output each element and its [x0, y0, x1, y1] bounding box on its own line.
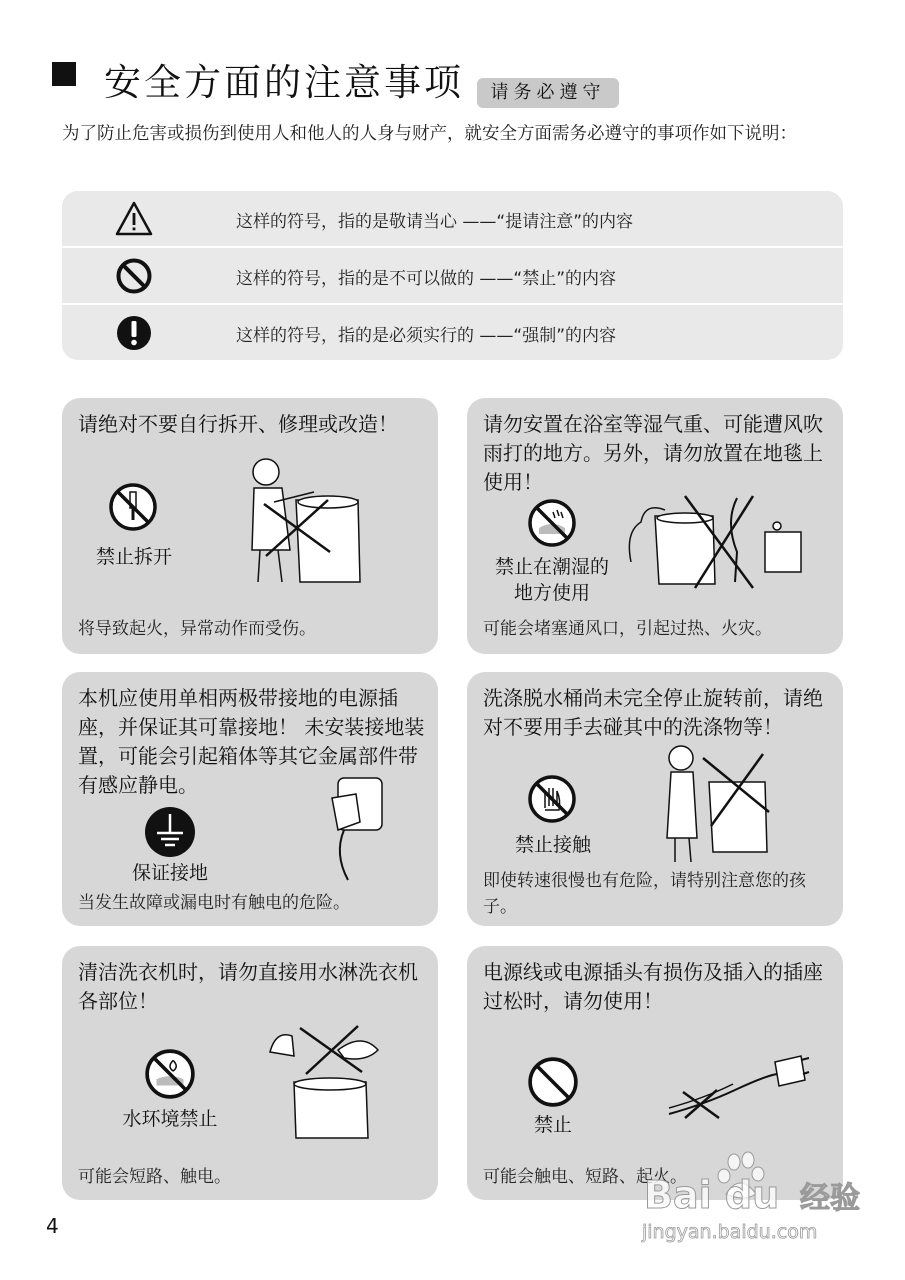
prohibition-icon — [527, 1056, 579, 1108]
prohibition-icon — [114, 256, 154, 296]
prohibition-label: 禁止在潮湿的地方使用 — [494, 556, 609, 604]
page-number: 4 — [46, 1214, 59, 1238]
symbol-legend — [62, 191, 843, 360]
damaged-cord-illustration — [665, 1040, 811, 1120]
no-humid-icon — [527, 498, 577, 548]
card-note: 可能会短路、触电。 — [78, 1167, 231, 1187]
card-grounding — [62, 672, 438, 926]
card-note: 将导致起火，异常动作而受伤。 — [78, 619, 316, 639]
washer-spray-illustration — [266, 1022, 386, 1140]
mandatory-exclamation-icon — [114, 313, 154, 353]
mandatory-label: 保证接地 — [131, 862, 208, 884]
no-screwdriver-icon — [108, 482, 158, 532]
prohibition-label: 禁止 — [533, 1114, 572, 1136]
title-square-marker — [52, 62, 76, 86]
legend-row-mandatory — [62, 305, 843, 359]
prohibition-label: 禁止拆开 — [95, 546, 172, 568]
person-reaching-washer-illustration — [663, 742, 773, 864]
legend-text-prohibit: 这样的符号，指的是不可以做的 ——“禁止”的内容 — [236, 269, 617, 289]
no-water-icon — [144, 1048, 196, 1100]
baidu-watermark-logo — [640, 1150, 860, 1245]
card-no-touch-spinning — [467, 672, 843, 926]
intro-paragraph: 为了防止危害或损伤到使用人和他人的人身与财产，就安全方面需务必遵守的事项作如下说明： — [62, 124, 797, 144]
card-heading: 清洁洗衣机时，请勿直接用水淋洗衣机各部位！ — [78, 960, 418, 1013]
svg-text:经验: 经验 — [800, 1181, 860, 1216]
card-note: 当发生故障或漏电时有触电的危险。 — [78, 893, 350, 913]
card-heading: 请绝对不要自行拆开、修理或改造！ — [78, 412, 398, 436]
svg-text:jingyan.baidu.com: jingyan.baidu.com — [642, 1221, 818, 1243]
card-no-water-spray — [62, 946, 438, 1200]
legend-row-caution — [62, 191, 843, 245]
svg-text:Bai du: Bai du — [644, 1173, 780, 1217]
must-follow-badge: 请务必遵守 — [477, 78, 619, 108]
plug-socket-illustration — [324, 774, 386, 884]
legend-text-caution: 这样的符号，指的是敬请当心 ——“提请注意”的内容 — [236, 212, 634, 232]
card-note: 可能会堵塞通风口，引起过热、火灾。 — [483, 619, 772, 639]
page-title: 安全方面的注意事项 — [104, 61, 464, 104]
legend-text-mandatory: 这样的符号，指的是必须实行的 ——“强制”的内容 — [236, 326, 617, 346]
washer-in-bathroom-illustration — [625, 492, 805, 592]
card-heading: 洗涤脱水桶尚未完全停止旋转前，请绝对不要用手去碰其中的洗涤物等！ — [483, 686, 823, 739]
card-heading: 电源线或电源插头有损伤及插入的插座过松时，请勿使用！ — [483, 960, 823, 1013]
card-note: 可能会触电、短路、起火。 — [483, 1167, 687, 1187]
prohibition-label: 水环境禁止 — [122, 1108, 218, 1130]
card-note: 即使转速很慢也有危险，请特别注意您的孩子。 — [483, 871, 806, 917]
card-no-disassemble — [62, 398, 438, 654]
card-heading: 本机应使用单相两极带接地的电源插座，并保证其可靠接地！ 未安装接地装置，可能会引起箱体等其它金属部件带有感应静电。 — [78, 686, 425, 797]
ground-icon — [144, 806, 196, 858]
warning-triangle-icon — [114, 199, 154, 239]
card-heading: 请勿安置在浴室等湿气重、可能遭风吹雨打的地方。另外，请勿放置在地毯上使用！ — [483, 412, 823, 494]
card-no-humid-place — [467, 398, 843, 654]
legend-row-prohibit — [62, 248, 843, 302]
no-touch-hand-icon — [527, 774, 577, 824]
person-repairing-illustration — [244, 454, 364, 590]
prohibition-label: 禁止接触 — [514, 834, 591, 856]
